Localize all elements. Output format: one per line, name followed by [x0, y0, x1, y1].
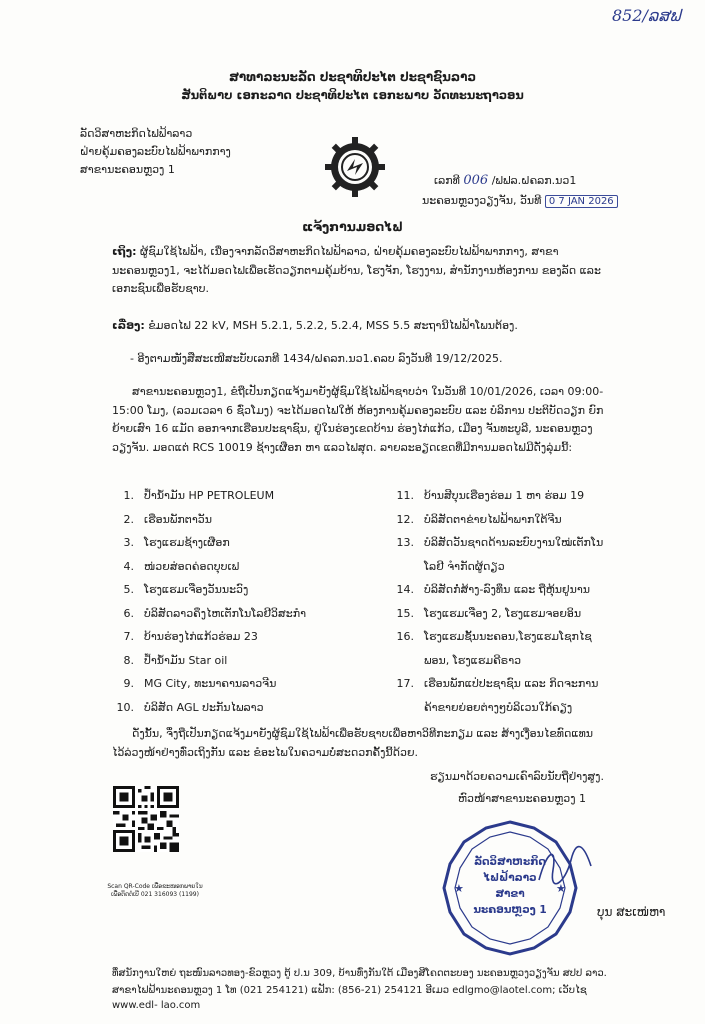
- list-item: 9. MG City, ທະນາຄານລາວຈີນ: [123, 677, 277, 690]
- list-item: 17. ເຮືອນພັກແປ່ປະຊາຊົນ ແລະ ກິດຈະການ: [396, 677, 599, 690]
- reference-number: ເລກທີ 006 /ຟຟລ.ຝຄລກ.ນວ1: [434, 173, 577, 188]
- svg-text:★: ★: [454, 882, 464, 895]
- list-item: 15. ໂຮງແຮມເຈືອງ 2, ໂຮງແຮມຈອຍອິນ: [396, 606, 582, 620]
- subject-line: ເລື່ອງ: ຂໍມອດໄຟ 22 kV, MSH 5.2.1, 5.2.2, 5.2.4, MSS 5.5 ສະຖານີໄຟຟ້າໂພນຕ້ອງ.: [112, 319, 518, 332]
- national-header: ສາທາລະນະລັດ ປະຊາທິປະໄຕ ປະຊາຊົນລາວ: [228, 70, 477, 84]
- date-stamp: 0 7 JAN 2026: [545, 195, 618, 208]
- qr-caption: Scan QR-Code ເພື່ອຂະໜອກພາຍໃນ ເພື່ອຕິດຕໍ່ເບີ 021 316093 (1199): [107, 883, 203, 898]
- national-motto: ສັນຕິພາບ ເອກະລາດ ປະຊາທິປະໄຕ ເອກະພາບ ວັດທະນະຖາວອນ: [181, 88, 524, 102]
- list-item: 16. ໂຮງແຮມຊັ້ນນະຄອນ,ໂຮງແຮມໂຊກໄຊ: [396, 630, 592, 643]
- stamp-text: ລັດວິສາຫະກິດ ໄຟຟ້າລາວ ສາຂາ ນະຄອນຫຼວງ 1: [473, 856, 547, 916]
- list-item: 14. ບໍລິສັດກໍ່ສ້າງ-ລົງທຶນ ແລະ ຖືຫຸ້ນຢູນານ: [396, 583, 590, 596]
- list-item: 8. ປໍ້ານໍ້າມັນ Star oil: [123, 653, 228, 667]
- list-item: ພອນ, ໂຮງແຮມຄີຣາວ: [424, 653, 522, 667]
- recipients-paragraph: ເຖິງ: ຜູ້ຊົມໃຊ້ໄຟຟ້າ, ເນື່ອງຈາກລັດວິສາຫະກິດໄຟຟ້າລາວ, ຝ່າຍຄຸ້ມຄອງລະບົບໄຟຟ້າພາກກາງ, ສາຂານະຄອນຫຼວງ1, ຈະໄດ້ມອດໄຟເພື່ອເຮັດວຽກຕາມຄຸ້ມບ້ານ, ໂຮງຈັກ, ໂຮງງານ, ສໍານັກງານຫ້ອງການ ຂອງລັດ ແລະ ເອກະຊົນເພື່ອຮັບຊາບ.: [112, 245, 601, 295]
- closing-paragraph: ດັ່ງນັ້ນ, ຈຶ່ງຖືເປັນກຽດແຈ້ງມາຍັງຜູ້ຊົມໃຊ້ໄຟຟ້າເພື່ອຮັບຊາບເພື່ອຫາວິທີກະກຽມ ແລະ ສ້າງເງື່ອນໄຂທົດແທນ ໄວ້ລ່ວງໜ້າຢ່າງທົ່ວເຖິງກັນ ແລະ ຂໍອະໄພໃນຄວາມບໍ່ສະດວກຄັ້ງນີ້ດ້ວຍ.: [112, 727, 594, 759]
- list-item: 11. ບ້ານສີບຸນເຮືອງຮ່ອມ 1 ຫາ ຮ່ອມ 19: [396, 489, 585, 502]
- footer-address: ທ່ຶສນັກງານໃຫຍ່ ຖະໜົນລາວທອງ-ຂົວຫຼວງ ຕູ້ ປ.ນ 309, ບ້ານທົ່ງກັນໃຕ້ ເມືອງສີໂຄດຕະບອງ ນະຄອນຫຼວງວຽງຈັນ ສປປ ລາວ.: [112, 968, 607, 979]
- list-item: 1. ປໍ້ານໍ້າມັນ HP PETROLEUM: [123, 489, 275, 502]
- list-item: ໂລຢີ ຈຳກັດຜູ້ດຽວ: [424, 559, 505, 573]
- signature: [535, 840, 595, 890]
- list-item: 4. ໜ່ວຍສ່ອດຄ່ອດບຸບເຟ: [123, 559, 240, 573]
- areas-list-right: [392, 484, 652, 719]
- list-item: 6. ບໍລິສັດລາວຄຶງໄຫເຕັກໂນໂລຢີວິສະກຳ: [123, 606, 307, 620]
- list-item: 12. ບໍລິສັດຕາຂ່າຍໄຟຟ້າພາກໃຕ້ຈີນ: [396, 512, 562, 526]
- body-paragraph: ສາຂານະຄອນຫຼວງ1, ຂໍຖືເປັນກຽດແຈ້ງມາຍັງຜູ້ຊົມໃຊ້ໄຟຟ້າຊາບວ່າ ໃນວັນທີ 10/01/2026, ເວລາ 09:00- 15:00 ໂມງ, (ລວມເວລາ 6 ຊົ່ວໂມງ) ຈະໄດ້ມອດໄຟໃຫ້ ຫ້ອງການຄຸ້ມຄອງລະບົບ ແລະ ບໍລິການ ປະຕິບັດວຽກ ຍົກຍ້າຍເສົາ 16 ແມັດ ອອກຈາກເຮືອນປະຊາຊົນ, ຢູ່ໃນຮ່ອງເຂດບ້ານ ຮ່ອງໄກ່ແກ້ວ, ເມືອງ ຈັນທະບູລີ, ນະຄອນຫຼວງວຽງຈັນ. ມອດແຕ່ RCS 10019 ຊ້າງເຜືອກ ຫາ ແລວໄຟສຸດ. ລາຍລະອຽດເຂດທີ່ມີການມອດໄຟມີດັ່ງລຸ່ມນີ້:: [112, 385, 604, 454]
- document-title: ແຈ້ງການມອດໄຟ: [302, 219, 403, 234]
- list-item: ຄ້າຂາຍຍ່ອຍຕ່າງໆບໍລິເວນໃກ້ຄຽງ: [424, 700, 573, 714]
- handwritten-number: 852/ລສຟ: [612, 6, 681, 25]
- list-item: 7. ບ້ານຮ່ອງໄກ່ແກ້ວຮ່ອມ 23: [123, 630, 258, 643]
- org-branch: ສາຂານະຄອນຫຼວງ 1: [80, 163, 175, 176]
- basis-line: - ອີງຕາມໜັງສືສະເໜີສະບັບເລກທີ 1434/ຝຄລກ.ນວ1.ຄລບ ລົງວັນທີ 19/12/2025.: [130, 352, 503, 365]
- place-date: ນະຄອນຫຼວງວຽງຈັນ, ວັນທີ 0 7 JAN 2026: [422, 194, 618, 208]
- list-item: 5. ໂຮງແຮມເຈືອງວັນນະວົງ: [123, 583, 249, 596]
- svg-text:★: ★: [556, 882, 566, 895]
- reference-handwritten: 006: [463, 173, 489, 188]
- signer-name: ບຸນ ສະເໜ່ຫາ: [597, 905, 666, 919]
- org-department: ຝ່າຍຄຸ້ມຄອງລະບົບໄຟຟ້າພາກກາງ: [80, 145, 231, 158]
- gear-logo: [323, 135, 387, 199]
- qr-code[interactable]: [113, 786, 179, 852]
- list-item: 13. ບໍລິສັດວັນຊາດດ້ານລະບົບງານໃໝ່ເຕັກໂນ: [396, 536, 604, 549]
- list-item: 3. ໂຮງແຮມຊ້າງເຜືອກ: [123, 536, 230, 549]
- list-item: 2. ເຮືອນພັກຕາວັນ: [123, 512, 212, 526]
- org-name: ລັດວິສາຫະກິດໄຟຟ້າລາວ: [80, 127, 193, 140]
- list-item: 10. ບໍລິສັດ AGL ປະກັນໄພລາວ: [116, 700, 264, 714]
- regards-line: ຮຽນມາດ້ວຍຄວາມເຄົາລົບນັບຖືຢ່າງສູງ.: [430, 770, 604, 783]
- areas-list-left: [112, 484, 372, 719]
- footer-contact: ສາຂາໄຟຟ້ານະຄອນຫຼວງ 1 ໂທ (021 254121) ແຟັກ: (856-21) 254121 ອີເມວ edlgmo@laotel.com; ເວັບໄຊ www.edl- lao.com: [112, 985, 587, 1011]
- signer-title: ຫົວໜ້າສາຂານະຄອນຫຼວງ 1: [458, 792, 587, 805]
